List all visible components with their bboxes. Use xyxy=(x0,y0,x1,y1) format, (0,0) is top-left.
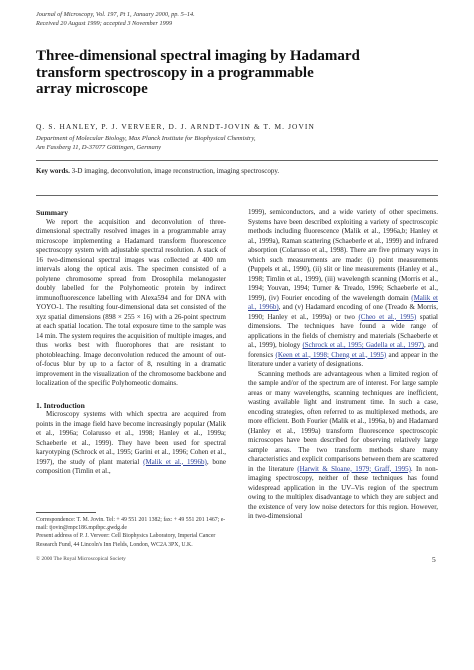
keywords-label: Key words. xyxy=(36,167,70,175)
right-paragraph-1 xyxy=(248,208,438,370)
intro-text-b: , bone composition (Timlin et al., xyxy=(36,457,227,475)
footnote-divider xyxy=(36,512,96,513)
footnote-present-address: Present address of P. J. Verveer: Cell Biophysics Laboratory, Imperial Cancer Research Fund, 44 Lincoln's Inn Fields, London, WC2A 3PX, U.K. xyxy=(36,533,216,548)
affiliation-line-2: Am Fassberg 11, D-37077 Göttingen, Germany xyxy=(36,144,162,152)
intro-text-a: Microscopy systems with which spectra are acquired from points in the image field have become increasingly popular (Malik et al., 1996a; Colarusso et al., 1998; Hanley et al., 1999a; Schaeberle et al., 1999). They have been used for spectral karyotyping (Schrock et al., 1995; Garini et al., 1996; Cohen et al., 1997), the study of plant material xyxy=(36,410,226,466)
title-line-2: transform spectroscopy in a programmable xyxy=(36,64,314,81)
left-column xyxy=(36,208,226,477)
right-paragraph-2 xyxy=(248,370,438,522)
para1-text-e: and appear in the literature under a variety of designations. xyxy=(248,350,438,368)
citation-link-cheo-1995[interactable]: (Cheo et al., 1995) xyxy=(358,312,417,321)
affiliation xyxy=(36,134,356,152)
citation-link-malik-1996b-right[interactable]: (Malik et al., 1996b) xyxy=(248,293,438,311)
footnote-correspondence: Correspondence: T. M. Jovin. Tel: + 49 551 201 1382; fax: + 49 551 201 1467; e-mail: tjovin@mpc186.mpibpc.gwdg.de xyxy=(36,517,226,532)
article-title xyxy=(36,48,436,98)
divider-bottom xyxy=(36,195,438,196)
divider-top xyxy=(36,160,438,161)
author-list: Q. S. HANLEY, P. J. VERVEER, D. J. ARNDT-JOVIN & T. M. JOVIN xyxy=(36,122,315,131)
journal-citation: Journal of Microscopy, Vol. 197, Pt 1, January 2000, pp. 5–14. xyxy=(36,11,195,18)
para1-text-b: , and (v) Hadamard encoding of one (Treado & Morris, 1990; Hanley et al., 1999a) or two xyxy=(248,303,438,321)
affiliation-line-1: Department of Molecular Biology, Max Planck Institute for Biophysical Chemistry, xyxy=(36,135,256,142)
right-column xyxy=(248,208,438,522)
citation-link-malik-1996b[interactable]: (Malik et al., 1996b) xyxy=(143,457,207,466)
keywords xyxy=(36,167,336,177)
para1-text-d: , and forensics xyxy=(248,341,438,359)
introduction-heading: 1. Introduction xyxy=(36,400,85,410)
copyright-notice: © 2000 The Royal Microscopical Society xyxy=(36,556,126,562)
para2-text-b: . In non-imaging spectroscopy, neither of these techniques has found widespread application in the UV–Vis region of the spectrum owing to the multiplex disadvantage to which they are subject and the existence of very low noise detectors for this region. However, in two-dimensional xyxy=(248,464,438,520)
citation-link-schrock-gadella[interactable]: (Schrock et al., 1995; Gadella et al., 1997) xyxy=(302,341,424,349)
para1-text-a: 1999), semiconductors, and a wide variety of other specimens. Systems have been described exploiting a variety of spectroscopic methods including fluorescence (Malik et al., 1996a,b; Hanley et al., 1999a), Raman scattering (Schaeberle et al., 1999) and infrared absorption (Colarusso et al., 1998). There are five primary ways in which such measurements are made: (i) point measurements (Puppels et al., 1990), (ii) slit or line measurements (Hanley et al., 1998; Timlin et al., 1999), (iii) wavelength scanning (Morris et al., 1994; Youvan, 1994; Turner & Treado, 1996; Schaeberle et al., 1999), (iv) Fourier encoding of the wavelength domain xyxy=(248,208,438,302)
summary-body: We report the acquisition and deconvolution of three-dimensional spectrally resolved images in a programmable array microscope implementing a Hadamard transform fluorescence spectroscopy system with adjustable spectral resolution. A stack of 16 two-dimensional spectral images was collected at 400 nm intervals along the optical axis. The specimen consisted of a polytene chromosome spread from Drosophila melanogaster doubly labelled for the Polyhomeotic protein by indirect immunofluorescence labelling with Alexa594 and for DNA with YOYO-1. The resulting four-dimensional data set consisted of the xyz spatial dimensions (898 × 255 × 16) with a 26-point spectrum at each spatial location. The total exposure time to the sample was 14 min. The system requires the acquisition of multiple images, and thus works best with fluorophores that are resistant to photobleaching. Image deconvolution reduced the amount of out-of-focus blur by up to a factor of 8, resulting in a dramatic improvement in the visualization of the chromosome backbone and localization of the specific Polyhomeotic domains. xyxy=(36,217,227,387)
received-dates: Received 20 August 1999; accepted 3 November 1999 xyxy=(36,19,173,27)
citation-link-keen-cheng[interactable]: (Keen et al., 1998; Cheng et al., 1995) xyxy=(275,350,387,359)
para2-text-a: Scanning methods are advantageous when a limited region of the sample and/or of the spectrum are of interest. For large sample areas or many wavelengths, scanning techniques are inefficient, wasting available light and instrument time. In such a case, encoding strategies, often referred to as multiplexed methods, are more efficient. Both Fourier (Malik et al., 1996a, b) and Hadamard (Hanley et al., 1999a) transform fluorescence spectroscopic microscopes have been described for observing relatively large sample areas. The two transform methods share many characteristics and explicit comparisons between them are scattered in the literature xyxy=(248,369,438,473)
citation-link-harwit-graff[interactable]: (Harwit & Sloane, 1979; Graff, 1995) xyxy=(297,464,411,473)
summary-heading: Summary xyxy=(36,208,69,217)
keywords-text: 3-D imaging, deconvolution, image reconstruction, imaging spectroscopy. xyxy=(69,167,280,175)
title-line-3: array microscope xyxy=(36,81,148,97)
para1-text-c: spatial dimensions. The techniques have found a wide range of applications in the fields of chemistry and materials (Schaeberle et al., 1999), biology xyxy=(248,312,439,349)
correspondence-footnote xyxy=(36,516,232,549)
title-line-1: Three-dimensional spectral imaging by Hadamard xyxy=(36,48,360,64)
page-number: 5 xyxy=(432,555,436,564)
introduction-body xyxy=(36,410,226,477)
journal-header xyxy=(36,11,195,28)
